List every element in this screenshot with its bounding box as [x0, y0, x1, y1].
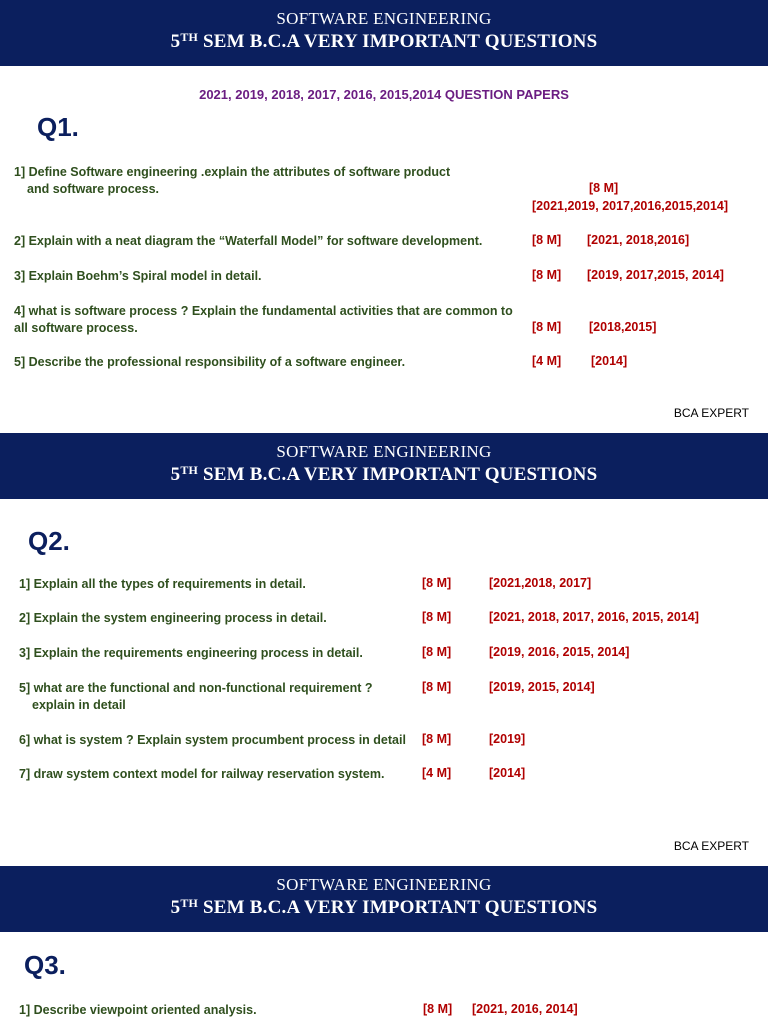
banner-title: 5TH SEM B.C.A VERY IMPORTANT QUESTIONS: [170, 896, 598, 918]
q1-heading: Q1.: [37, 112, 79, 142]
q1-item-5-text: 5] Describe the professional responsibility of a software engineer.: [14, 355, 406, 369]
q1-item-2-text: 2] Explain with a neat diagram the “Waterfall Model” for software development.: [14, 234, 483, 248]
q2-item-1-marks: [8 M]: [422, 576, 452, 590]
banner-title: 5TH SEM B.C.A VERY IMPORTANT QUESTIONS: [170, 463, 598, 485]
q1-item-2-years: [2021, 2018,2016]: [587, 233, 690, 247]
question-papers-line: 2021, 2019, 2018, 2017, 2016, 2015,2014 QUESTION PAPERS: [199, 87, 569, 102]
q2-item-2-text: 2] Explain the system engineering process in detail.: [19, 611, 327, 625]
q2-item-2-years: [2021, 2018, 2017, 2016, 2015, 2014]: [489, 610, 699, 624]
q2-item-3-years: [2019, 2016, 2015, 2014]: [489, 645, 630, 659]
banner-subject: SOFTWARE ENGINEERING: [276, 9, 492, 28]
q2-item-4-marks: [8 M]: [422, 680, 452, 694]
q2-item-6-years: [2014]: [489, 766, 526, 780]
q2-item-6-marks: [4 M]: [422, 766, 452, 780]
q1-item-1-text: 1] Define Software engineering .explain the attributes of software product and software process.: [14, 165, 451, 196]
q1-item-3-marks: [8 M]: [532, 268, 562, 282]
q2-item-5-years: [2019]: [489, 732, 526, 746]
q1-item-3-years: [2019, 2017,2015, 2014]: [587, 268, 724, 282]
banner-title: 5TH SEM B.C.A VERY IMPORTANT QUESTIONS: [170, 30, 598, 52]
q2-item-4-text: 5] what are the functional and non-functional requirement ? explain in detail: [19, 681, 373, 712]
footer-brand-1: BCA EXPERT: [673, 406, 749, 420]
q2-heading: Q2.: [28, 526, 70, 556]
q3-item-1-marks: [8 M]: [423, 1002, 453, 1016]
q1-item-2-marks: [8 M]: [532, 233, 562, 247]
q1-item-5-marks: [4 M]: [532, 354, 562, 368]
banner-subject: SOFTWARE ENGINEERING: [276, 442, 492, 461]
header-banner: [0, 866, 768, 932]
q2-item-2-marks: [8 M]: [422, 610, 452, 624]
q2-item-1-text: 1] Explain all the types of requirements in detail.: [19, 577, 306, 591]
footer-brand-2: BCA EXPERT: [673, 839, 749, 853]
q1-item-3-text: 3] Explain Boehm’s Spiral model in detail.: [14, 269, 262, 283]
q2-item-3-marks: [8 M]: [422, 645, 452, 659]
q1-item-5-years: [2014]: [591, 354, 628, 368]
q2-item-3-text: 3] Explain the requirements engineering process in detail.: [19, 646, 363, 660]
banner-subject: SOFTWARE ENGINEERING: [276, 875, 492, 894]
q1-item-1-marks: [8 M]: [589, 181, 619, 195]
q2-item-5-marks: [8 M]: [422, 732, 452, 746]
q1-item-1-years: [2021,2019, 2017,2016,2015,2014]: [532, 199, 729, 213]
q2-item-5-text: 6] what is system ? Explain system procumbent process in detail: [19, 733, 406, 747]
q1-item-4-marks: [8 M]: [532, 320, 562, 334]
header-banner: [0, 433, 768, 499]
q2-item-6-text: 7] draw system context model for railway reservation system.: [19, 767, 385, 781]
q3-heading: Q3.: [24, 950, 66, 980]
q2-item-1-years: [2021,2018, 2017]: [489, 576, 592, 590]
q1-item-4-text: 4] what is software process ? Explain the fundamental activities that are common to all software process.: [14, 304, 513, 335]
q2-item-4-years: [2019, 2015, 2014]: [489, 680, 595, 694]
header-banner: [0, 0, 768, 66]
q3-item-1-text: 1] Describe viewpoint oriented analysis.: [19, 1003, 257, 1017]
q1-item-4-years: [2018,2015]: [589, 320, 657, 334]
q3-item-1-years: [2021, 2016, 2014]: [472, 1002, 578, 1016]
